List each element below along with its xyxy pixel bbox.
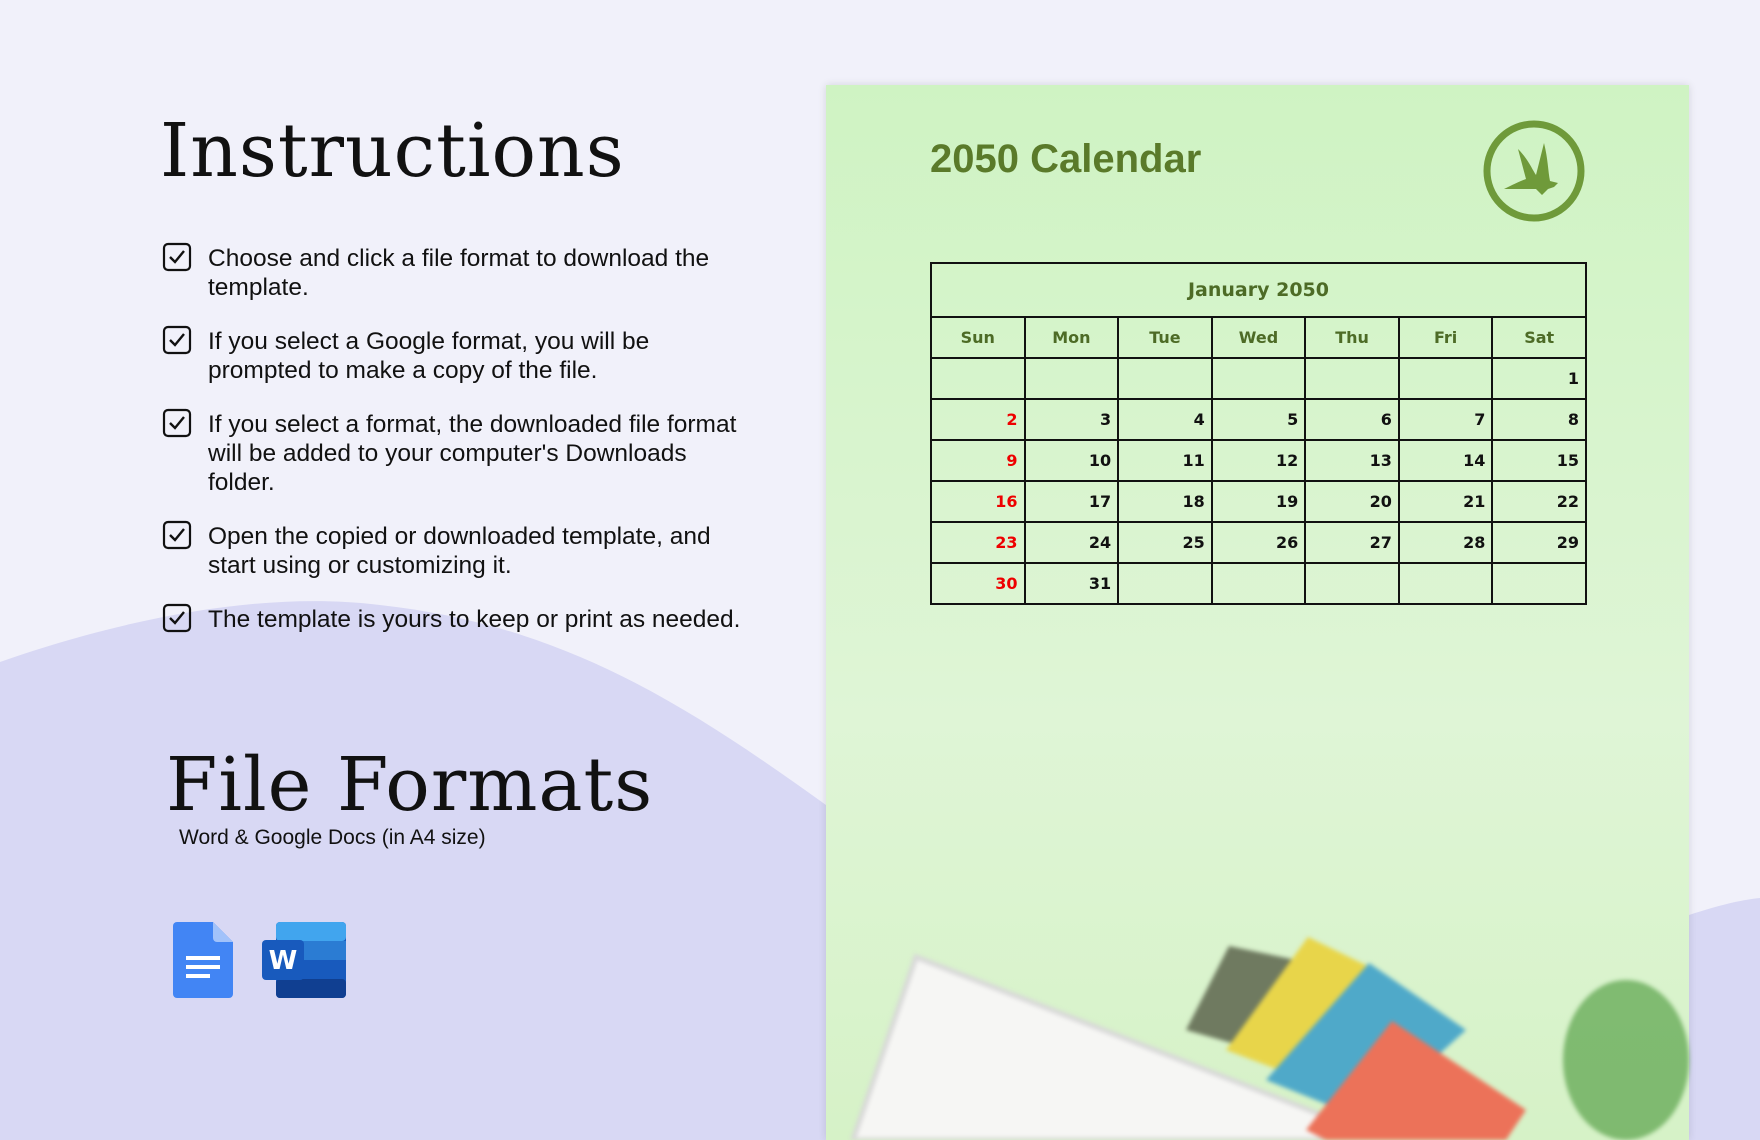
day-cell: 5 — [1212, 399, 1306, 440]
day-cell — [931, 358, 1025, 399]
week-row — [931, 522, 1586, 563]
day-cell: 15 — [1492, 440, 1586, 481]
instruction-item — [162, 522, 742, 580]
day-cell: 10 — [1025, 440, 1119, 481]
day-cell: 22 — [1492, 481, 1586, 522]
checkbox-icon — [162, 520, 192, 550]
day-cell: 3 — [1025, 399, 1119, 440]
weekday-header: Fri — [1399, 317, 1493, 358]
instruction-item — [162, 410, 742, 497]
eagle-logo-icon — [1482, 119, 1586, 223]
day-cell: 4 — [1118, 399, 1212, 440]
instruction-item — [162, 327, 742, 385]
week-row — [931, 481, 1586, 522]
day-cell: 31 — [1025, 563, 1119, 604]
week-row — [931, 563, 1586, 604]
day-cell: 27 — [1305, 522, 1399, 563]
word-letter: W — [268, 946, 298, 976]
file-formats-subtitle: Word & Google Docs (in A4 size) — [179, 826, 486, 849]
checkbox-icon — [162, 325, 192, 355]
weekday-header: Thu — [1305, 317, 1399, 358]
calendar-table — [930, 262, 1587, 605]
day-cell — [1305, 563, 1399, 604]
day-cell: 11 — [1118, 440, 1212, 481]
day-cell: 19 — [1212, 481, 1306, 522]
instruction-item — [162, 244, 742, 302]
day-cell: 8 — [1492, 399, 1586, 440]
day-cell: 29 — [1492, 522, 1586, 563]
day-cell: 26 — [1212, 522, 1306, 563]
day-cell: 23 — [931, 522, 1025, 563]
instruction-text: If you select a format, the downloaded file format will be added to your computer's Downloads folder. — [208, 411, 737, 496]
instruction-text: The template is yours to keep or print as needed. — [208, 606, 741, 633]
instruction-item — [162, 605, 742, 634]
plant-decoration — [1563, 980, 1689, 1140]
day-cell — [1492, 563, 1586, 604]
day-cell: 12 — [1212, 440, 1306, 481]
day-cell: 20 — [1305, 481, 1399, 522]
day-cell: 18 — [1118, 481, 1212, 522]
word-icon[interactable] — [262, 922, 346, 998]
weekday-header: Sat — [1492, 317, 1586, 358]
month-header: January 2050 — [931, 263, 1586, 317]
day-cell: 30 — [931, 563, 1025, 604]
instruction-text: Choose and click a file format to download the template. — [208, 245, 710, 301]
week-row — [931, 358, 1586, 399]
weekday-header: Tue — [1118, 317, 1212, 358]
day-cell: 1 — [1492, 358, 1586, 399]
calendar-preview — [826, 85, 1689, 1140]
day-cell — [1399, 358, 1493, 399]
google-docs-icon[interactable] — [173, 922, 233, 998]
weekday-header: Mon — [1025, 317, 1119, 358]
day-cell — [1118, 563, 1212, 604]
day-cell: 16 — [931, 481, 1025, 522]
desk-decoration — [826, 880, 1689, 1140]
weekday-header: Wed — [1212, 317, 1306, 358]
instruction-text: Open the copied or downloaded template, and start using or customizing it. — [208, 523, 711, 579]
instructions-list — [162, 244, 742, 659]
day-cell — [1118, 358, 1212, 399]
day-cell: 28 — [1399, 522, 1493, 563]
day-cell: 6 — [1305, 399, 1399, 440]
day-cell: 13 — [1305, 440, 1399, 481]
day-cell — [1212, 563, 1306, 604]
day-cell: 25 — [1118, 522, 1212, 563]
day-cell: 2 — [931, 399, 1025, 440]
checkbox-icon — [162, 408, 192, 438]
day-cell — [1212, 358, 1306, 399]
file-formats-heading: File Formats — [166, 742, 654, 828]
day-cell — [1399, 563, 1493, 604]
day-cell — [1025, 358, 1119, 399]
day-cell: 17 — [1025, 481, 1119, 522]
checkbox-icon — [162, 242, 192, 272]
week-row — [931, 440, 1586, 481]
day-cell: 24 — [1025, 522, 1119, 563]
day-cell — [1305, 358, 1399, 399]
week-row — [931, 399, 1586, 440]
day-cell: 21 — [1399, 481, 1493, 522]
day-cell: 9 — [931, 440, 1025, 481]
calendar-title: 2050 Calendar — [930, 137, 1202, 181]
weekday-header: Sun — [931, 317, 1025, 358]
instructions-heading: Instructions — [160, 108, 625, 194]
day-cell: 14 — [1399, 440, 1493, 481]
day-cell: 7 — [1399, 399, 1493, 440]
checkbox-icon — [162, 603, 192, 633]
instruction-text: If you select a Google format, you will be prompted to make a copy of the file. — [208, 328, 650, 384]
